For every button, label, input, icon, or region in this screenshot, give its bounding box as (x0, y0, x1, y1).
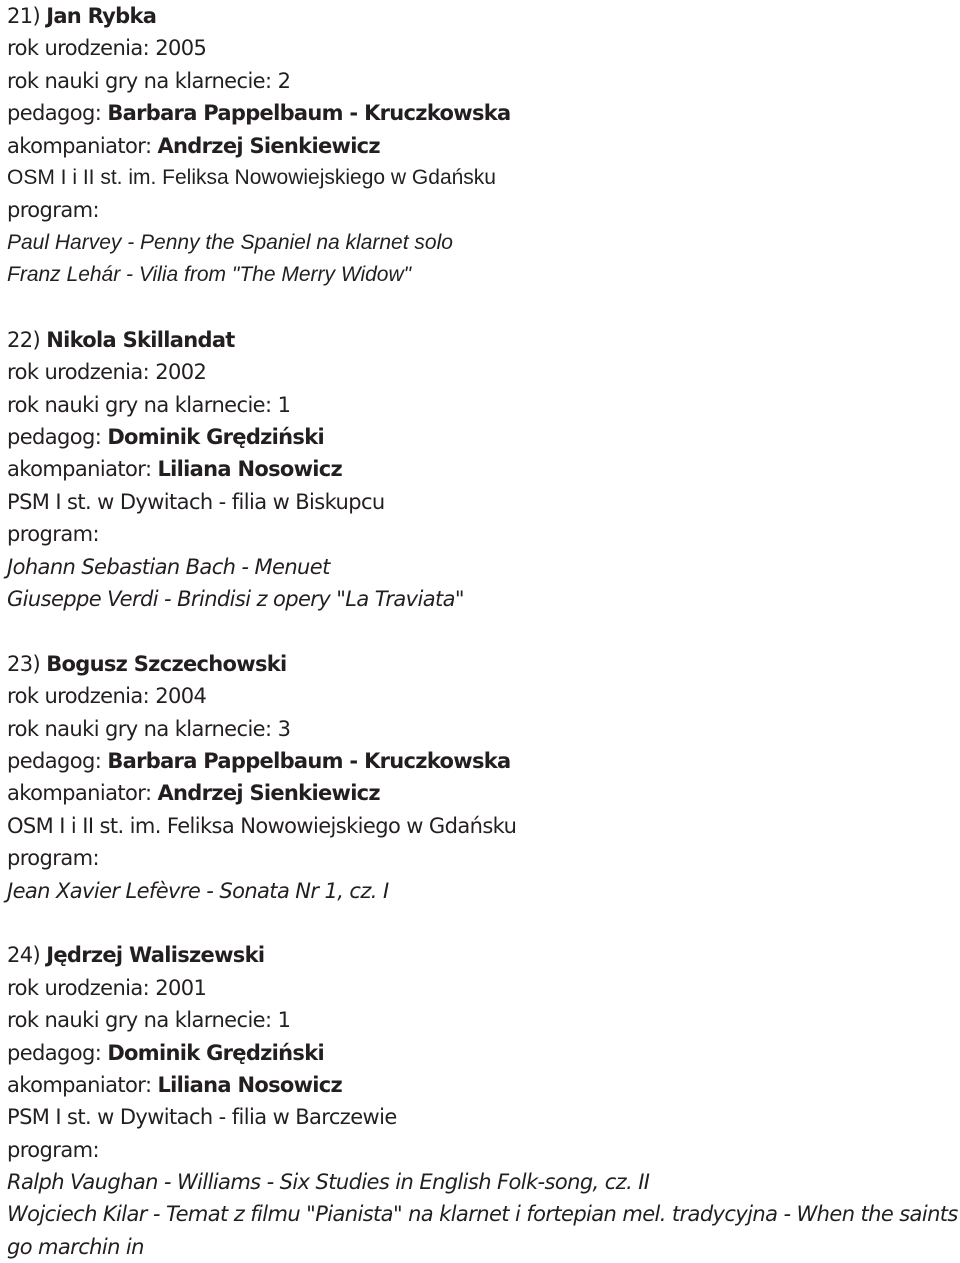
teacher-name: Dominik Grędziński (107, 425, 324, 450)
program-item: Paul Harvey - Penny the Spaniel na klarnet solo (7, 230, 453, 254)
participant-name: Bogusz Szczechowski (46, 651, 287, 676)
accompanist-name: Andrzej Sienkiewicz (157, 781, 380, 806)
study-years: 3 (277, 716, 291, 741)
birth-label: rok urodzenia: (7, 684, 150, 709)
entry-22 (7, 324, 960, 616)
birth-year-row (7, 32, 960, 64)
study-years-label: rok nauki gry na klarnecie: (7, 392, 272, 417)
program-item: Johann Sebastian Bach - Menuet (7, 554, 330, 579)
program-item: Ralph Vaughan - Williams - Six Studies in English Folk-song, cz. II (7, 1170, 650, 1195)
entry-heading (7, 0, 960, 32)
birth-year-row (7, 972, 960, 1004)
study-years: 1 (277, 392, 291, 417)
birth-year-row (7, 356, 960, 388)
accompanist-name: Liliana Nosowicz (157, 1072, 343, 1097)
teacher-name: Barbara Pappelbaum - Kruczkowska (107, 101, 511, 126)
entry-number: 24) (7, 943, 41, 968)
teacher-row (7, 97, 960, 129)
accompanist-label: akompaniator: (7, 781, 152, 806)
birth-label: rok urodzenia: (7, 36, 150, 61)
teacher-row (7, 421, 960, 453)
study-years-row (7, 65, 960, 97)
program-label: program: (7, 522, 99, 547)
birth-year: 2002 (155, 360, 207, 385)
birth-year: 2001 (155, 975, 207, 1000)
study-years: 1 (277, 1008, 291, 1033)
teacher-name: Dominik Grędziński (107, 1040, 324, 1065)
teacher-name: Barbara Pappelbaum - Kruczkowska (107, 748, 511, 773)
entry-heading (7, 939, 960, 971)
school: OSM I i II st. im. Feliksa Nowowiejskiego w Gdańsku (7, 813, 517, 838)
spacer (7, 615, 960, 647)
study-years-row (7, 389, 960, 421)
accompanist-row (7, 453, 960, 485)
program-item: Giuseppe Verdi - Brindisi z opery "La Traviata" (7, 587, 464, 612)
birth-label: rok urodzenia: (7, 975, 150, 1000)
accompanist-label: akompaniator: (7, 133, 152, 158)
entry-21 (7, 0, 960, 292)
entry-number: 22) (7, 327, 41, 352)
study-years-label: rok nauki gry na klarnecie: (7, 1008, 272, 1033)
study-years-label: rok nauki gry na klarnecie: (7, 716, 272, 741)
entry-heading (7, 648, 960, 680)
teacher-label: pedagog: (7, 101, 102, 126)
teacher-row (7, 745, 960, 777)
teacher-label: pedagog: (7, 1040, 102, 1065)
accompanist-label: akompaniator: (7, 457, 152, 482)
entry-heading (7, 324, 960, 356)
birth-year: 2004 (155, 684, 207, 709)
accompanist-row (7, 130, 960, 162)
entry-number: 21) (7, 4, 41, 28)
study-years-row (7, 713, 960, 745)
accompanist-row (7, 777, 960, 809)
program-label: program: (7, 198, 99, 223)
program-item: Jean Xavier Lefèvre - Sonata Nr 1, cz. I (7, 878, 389, 903)
accompanist-name: Andrzej Sienkiewicz (157, 133, 380, 158)
program-label: program: (7, 846, 99, 871)
participant-name: Jędrzej Waliszewski (46, 943, 265, 968)
entry-24 (7, 939, 960, 1263)
participant-name: Nikola Skillandat (46, 327, 235, 352)
spacer (7, 292, 960, 324)
study-years-label: rok nauki gry na klarnecie: (7, 68, 272, 93)
program-item: Wojciech Kilar - Temat z filmu "Pianista" na klarnet i fortepian mel. tradycyjna - When the saints go marchin in (7, 1202, 958, 1259)
teacher-label: pedagog: (7, 425, 102, 450)
entry-23 (7, 648, 960, 907)
study-years: 2 (277, 68, 291, 93)
school: PSM I st. w Dywitach - filia w Biskupcu (7, 489, 385, 514)
participant-name: Jan Rybka (46, 4, 157, 28)
birth-year-row (7, 680, 960, 712)
birth-label: rok urodzenia: (7, 360, 150, 385)
teacher-row (7, 1037, 960, 1069)
program-item: Franz Lehár - Vilia from "The Merry Widow" (7, 263, 412, 287)
accompanist-row (7, 1069, 960, 1101)
teacher-label: pedagog: (7, 748, 102, 773)
spacer (7, 907, 960, 939)
study-years-row (7, 1004, 960, 1036)
entry-number: 23) (7, 651, 41, 676)
accompanist-label: akompaniator: (7, 1072, 152, 1097)
program-label: program: (7, 1137, 99, 1162)
birth-year: 2005 (155, 36, 207, 61)
school: OSM I i II st. im. Feliksa Nowowiejskiego w Gdańsku (7, 165, 496, 189)
school: PSM I st. w Dywitach - filia w Barczewie (7, 1105, 397, 1130)
accompanist-name: Liliana Nosowicz (157, 457, 343, 482)
